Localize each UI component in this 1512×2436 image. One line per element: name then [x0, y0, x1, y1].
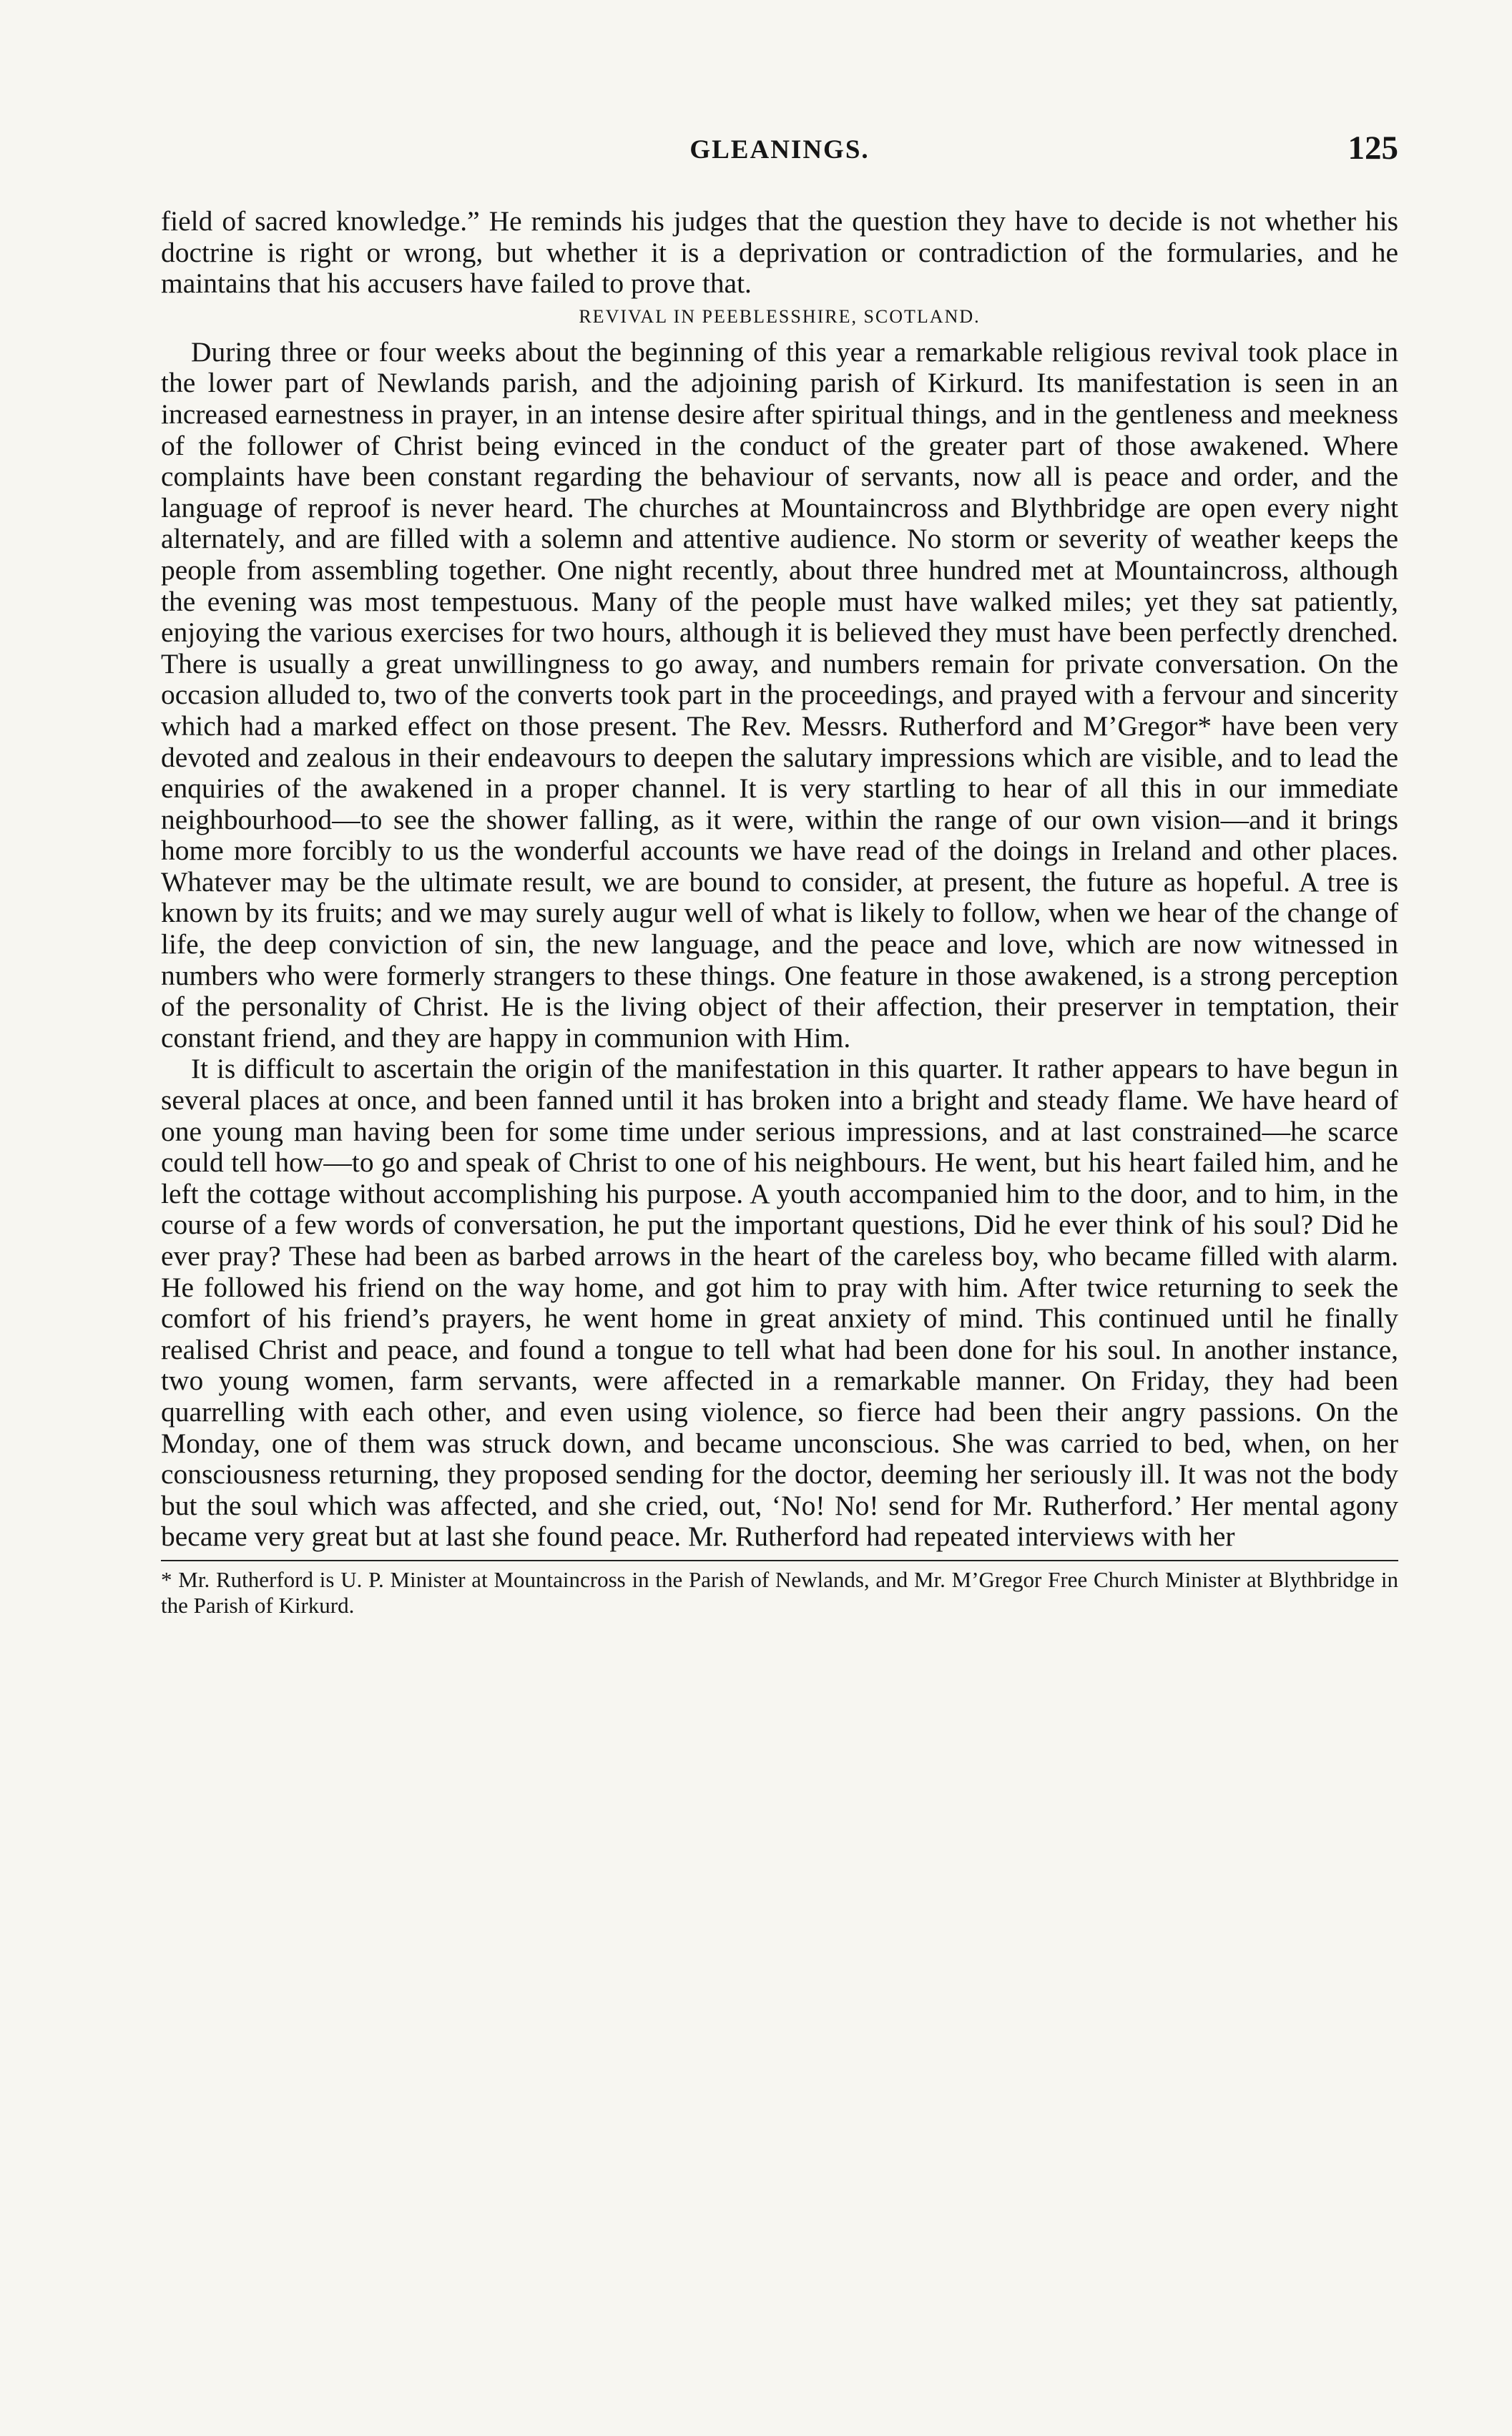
body-text — [161, 206, 1398, 1553]
running-head — [161, 129, 1398, 179]
book-page — [161, 129, 1398, 2374]
paragraph-continued: field of sacred knowledge.” He reminds his judges that the question they have to decide is not whether his doctrine is right or wrong, but whether it is a deprivation or contradiction of the formularies, and he maintains that his accusers have failed to prove that. — [161, 205, 1398, 300]
running-title: GLEANINGS. — [689, 135, 870, 164]
footnote: * Mr. Rutherford is U. P. Minister at Mountaincross in the Parish of Newlands, and Mr. M’Gregor Free Church Minister at Blythbridge in the Parish of Kirkurd. — [161, 1566, 1398, 1618]
page-number: 125 — [1347, 129, 1398, 167]
section-heading: REVIVAL IN PEEBLESSHIRE, SCOTLAND. — [579, 305, 981, 327]
paragraph: During three or four weeks about the beginning of this year a remarkable religious revival took place in the lower part of Newlands parish, and the adjoining parish of Kirkurd. Its manifestation is seen in an increased earnestness in prayer, in an intense desire after spiritual things, and in the gentleness and meekness of the follower of Christ being evinced in the conduct of the greater part of those awakened. Where complaints have been constant regarding the behaviour of servants, now all is peace and order, and the language of reproof is never heard. The churches at Mountaincross and Blythbridge are open every night alternately, and are filled with a solemn and attentive audience. No storm or severity of weather keeps the people from assembling together. One night recently, about three hundred met at Mountaincross, although the evening was most tempestuous. Many of the people must have walked miles; yet they sat patiently, enjoying the various exercises for two hours, although it is believed they must have been perfectly drenched. There is usually a great unwillingness to go away, and numbers remain for private conversation. On the occasion alluded to, two of the converts took part in the proceedings, and prayed with a fervour and sincerity which had a marked effect on those present. The Rev. Messrs. Rutherford and M’Gregor* have been very devoted and zealous in their endeavours to deepen the salutary impressions which are visible, and to lead the enquiries of the awakened in a proper channel. It is very startling to hear of all this in our immediate neighbourhood—to see the shower falling, as it were, within the range of our own vision—and it brings home more forcibly to us the wonderful accounts we have read of the doings in Ireland and other places. Whatever may be the ultimate result, we are bound to consider, at present, the future as hopeful. A tree is known by its fruits; and we may surely augur well of what is likely to follow, when we hear of the change of life, the deep conviction of sin, the new language, and the peace and love, which are now witnessed in numbers who were formerly strangers to these things. One feature in those awakened, is a strong perception of the personality of Christ. He is the living object of their affection, their preserver in temptation, their constant friend, and they are happy in communion with Him. — [161, 335, 1398, 1054]
footnote-rule — [161, 1560, 1398, 1561]
paragraph: It is difficult to ascertain the origin of the manifestation in this quarter. It rather appears to have begun in several places at once, and been fanned until it has broken into a bright and steady flame. We have heard of one young man having been for some time under serious impressions, and at last constrained—he scarce could tell how—to go and speak of Christ to one of his neighbours. He went, but his heart failed him, and he left the cottage without accomplishing his purpose. A youth accompanied him to the door, and to him, in the course of a few words of conversation, he put the important questions, Did he ever think of his soul? Did he ever pray? These had been as barbed arrows in the heart of the careless boy, who became filled with alarm. He followed his friend on the way home, and got him to pray with him. After twice returning to seek the comfort of his friend’s prayers, he went home in great anxiety of mind. This continued until he finally realised Christ and peace, and found a tongue to tell what had been done for his soul. In another instance, two young women, farm servants, were affected in a remarkable manner. On Friday, they had been quarrelling with each other, and even using violence, so fierce had been their angry passions. On the Monday, one of them was struck down, and became unconscious. She was carried to bed, when, on her consciousness returning, they proposed sending for the doctor, deeming her seriously ill. It was not the body but the soul which was affected, and she cried, out, ‘No! No! send for Mr. Rutherford.’ Her mental agony became very great but at last she found peace. Mr. Rutherford had repeated interviews with her — [161, 1053, 1398, 1553]
